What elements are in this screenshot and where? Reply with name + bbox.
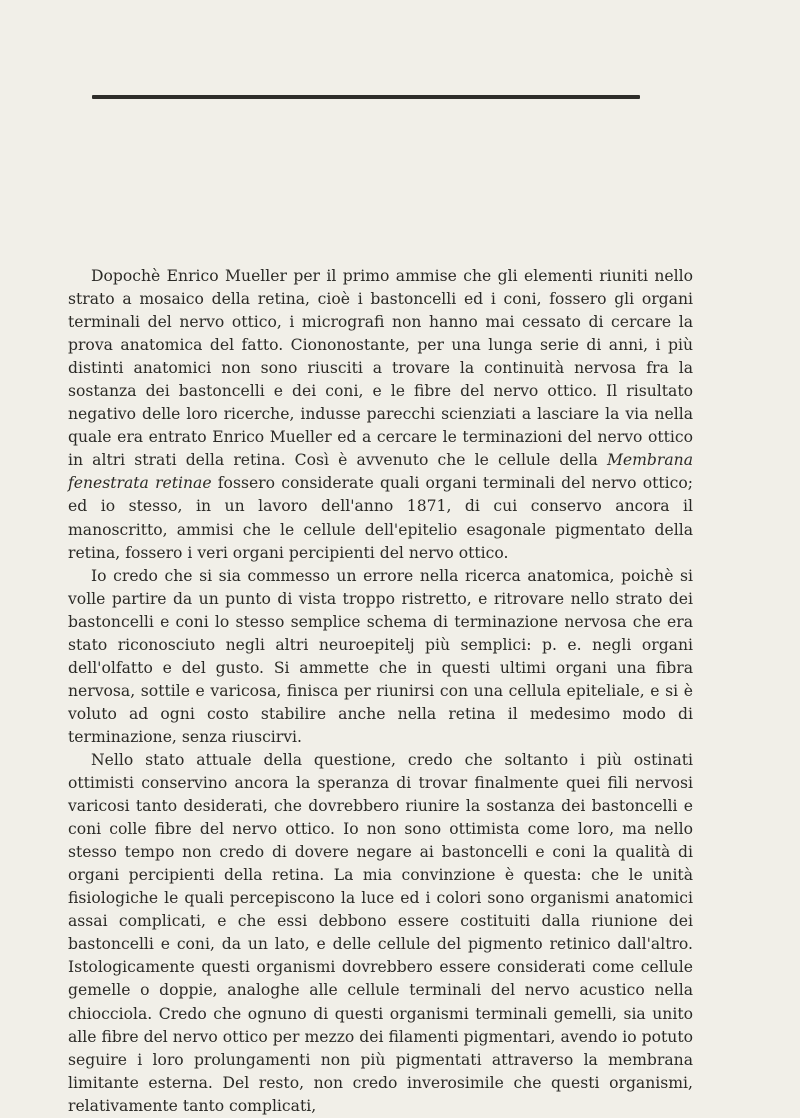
paragraph-1-text-after: fossero considerate quali organi terminali del nervo ottico; ed io stesso, in un lavoro dell'anno 1871, di cui conservo ancora il manoscritto, ammisi che le cellule dell'epitelio esagonale pigmentato della retina, fossero i veri organi percipienti del nervo ottico. — [68, 474, 693, 562]
paragraph-2: Io credo che si sia commesso un errore nella ricerca anatomica, poichè si volle partire da un punto di vista troppo ristretto, e ritrovare nello strato dei bastoncelli e coni lo stesso semplice schema di terminazione nervosa che era stato riconosciuto negli altri neuroepitelj più semplici: p. e. negli organi dell'olfatto e del gusto. Si ammette che in questi ultimi organi una fibra nervosa, sottile e varicosa, finisca per riunirsi con una cellula epiteliale, e si è voluto ad ogni costo stabilire anche nella retina il medesimo modo di terminazione, senza riuscirvi. — [68, 566, 693, 746]
italic-term: Membrana fenestrata retinae — [68, 451, 693, 493]
paragraph-1-text-before: Dopochè Enrico Mueller per il primo ammise che gli elementi riuniti nello strato a mosaico della retina, cioè i bastoncelli ed i coni, fossero gli organi terminali del nervo ottico, i micrografi non hanno mai cessato di cercare la prova anatomica del fatto. Ciononostante, per una lunga serie di anni, i più distinti anatomici non sono riusciti a trovare la continuità nervosa fra la sostanza dei bastoncelli e dei coni, e le fibre del nervo ottico. Il risultato negativo delle loro ricerche, indusse parecchi scienziati a lasciare la via nella quale era entrato Enrico Mueller ed a cercare le terminazioni del nervo ottico in altri strati della retina. Così è avvenuto che le cellule della — [68, 267, 693, 470]
header-rule — [92, 95, 640, 99]
body-text — [68, 265, 693, 1118]
paragraph-3: Nello stato attuale della questione, credo che soltanto i più ostinati ottimisti conservino ancora la speranza di trovar finalmente quei fili nervosi varicosi tanto desiderati, che dovrebbero riunire la sostanza dei bastoncelli e coni colle fibre del nervo ottico. Io non sono ottimista come loro, ma nello stesso tempo non credo di dovere negare ai bastoncelli e coni la qualità di organi percipienti della retina. La mia convinzione è questa: che le unità fisiologiche le quali percepiscono la luce ed i colori sono organismi anatomici assai complicati, e che essi debbono essere costituiti dalla riunione dei bastoncelli e coni, da un lato, e delle cellule del pigmento retinico dall'altro. Istologicamente questi organismi dovrebbero essere considerati come cellule gemelle o doppie, analoghe alle cellule terminali del nervo acustico nella chiocciola. Credo che ognuno di questi organismi terminali gemelli, sia unito alle fibre del nervo ottico per mezzo dei filamenti pigmentari, avendo io potuto seguire i loro prolungamenti non più pigmentati attraverso la membrana limitante esterna. Del resto, non credo inverosimile che questi organismi, relativamente tanto complicati, — [68, 750, 693, 1115]
paragraph-1 — [68, 265, 693, 565]
